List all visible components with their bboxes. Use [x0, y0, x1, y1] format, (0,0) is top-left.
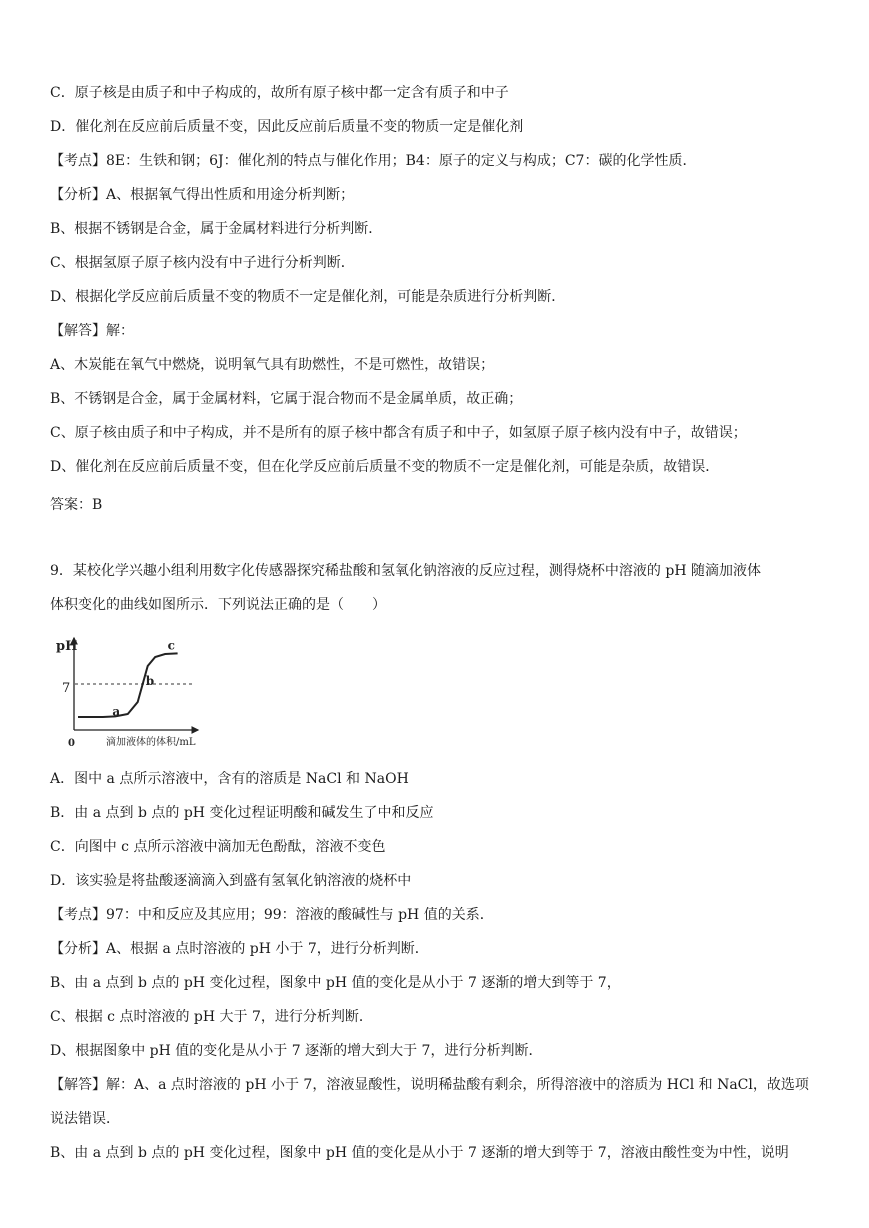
origin-label: 0 [68, 738, 75, 749]
q9-kaodian: 【考点】97：中和反应及其应用；99：溶液的酸碱性与 pH 值的关系． [50, 907, 494, 923]
y-tick-7: 7 [62, 681, 71, 696]
q9-fenxi-1: B、由 a 点到 b 点的 pH 变化过程，图象中 pH 值的变化是从小于 7 逐渐的增大到等于 7， [50, 975, 621, 991]
prev-kaodian: 【考点】8E：生铁和钢；6J：催化剂的特点与催化作用；B4：原子的定义与构成；C7：碳的化学性质． [50, 153, 697, 169]
prev-jieda-0: A、木炭能在氧气中燃烧，说明氧气具有助燃性，不是可燃性，故错误； [50, 357, 495, 373]
prev-jieda-3: D、催化剂在反应前后质量不变，但在化学反应前后质量不变的物质不一定是催化剂，可能是杂质，故错误． [50, 459, 720, 475]
ph-chart-svg [48, 630, 208, 750]
q9-option-b: B．由 a 点到 b 点的 pH 变化过程证明酸和碱发生了中和反应 [50, 805, 434, 821]
q9-option-c: C．向图中 c 点所示溶液中滴加无色酚酞，溶液不变色 [50, 839, 386, 855]
q9-fenxi-0: 【分析】A、根据 a 点时溶液的 pH 小于 7，进行分析判断． [50, 941, 429, 957]
ph-curve-chart [48, 630, 208, 750]
prev-jieda-2: C、原子核由质子和中子构成，并不是所有的原子核中都含有质子和中子，如氢原子原子核内没有中子，故错误； [50, 425, 747, 441]
q9-option-d: D．该实验是将盐酸逐滴滴入到盛有氢氧化钠溶液的烧杯中 [50, 873, 412, 889]
q9-fenxi-3: D、根据图象中 pH 值的变化是从小于 7 逐渐的增大到大于 7，进行分析判断． [50, 1043, 543, 1059]
prev-fenxi-3: D、根据化学反应前后质量不变的物质不一定是催化剂，可能是杂质进行分析判断． [50, 289, 566, 305]
q9-stem-line-1: 9．某校化学兴趣小组利用数字化传感器探究稀盐酸和氢氧化钠溶液的反应过程，测得烧杯中溶液的 pH 随滴加液体 [50, 563, 761, 579]
prev-jieda-title: 【解答】解： [50, 323, 134, 339]
prev-jieda-1: B、不锈钢是合金，属于金属材料，它属于混合物而不是金属单质，故正确； [50, 391, 523, 407]
q9-option-a: A．图中 a 点所示溶液中，含有的溶质是 NaCl 和 NaOH [50, 771, 409, 787]
point-b-label: b [145, 674, 155, 688]
prev-fenxi-1: B、根据不锈钢是合金，属于金属材料进行分析判断． [50, 221, 383, 237]
y-axis-label: pH [56, 639, 78, 654]
q9-fenxi-2: C、根据 c 点时溶液的 pH 大于 7，进行分析判断． [50, 1009, 373, 1025]
prev-option-c: C．原子核是由质子和中子构成的，故所有原子核中都一定含有质子和中子 [50, 85, 509, 101]
q9-jieda-a: 【解答】解：A、a 点时溶液的 pH 小于 7，溶液显酸性，说明稀盐酸有剩余，所得溶液中的溶质为 HCl 和 NaCl，故选项说法错误． [50, 1077, 809, 1127]
ph-curve [78, 653, 178, 717]
prev-answer: 答案：B [50, 497, 103, 513]
point-c-label: c [167, 638, 175, 653]
x-axis-label: 滴加液体的体积/mL [106, 737, 196, 748]
prev-option-d: D．催化剂在反应前后质量不变，因此反应前后质量不变的物质一定是催化剂 [50, 119, 524, 135]
prev-fenxi-0: 【分析】A、根据氧气得出性质和用途分析判断； [50, 187, 355, 203]
q9-stem-line-2: 体积变化的曲线如图所示．下列说法正确的是（ ） [50, 597, 386, 613]
point-a-label: a [112, 704, 121, 719]
prev-fenxi-2: C、根据氢原子原子核内没有中子进行分析判断． [50, 255, 355, 271]
q9-jieda-b: B、由 a 点到 b 点的 pH 变化过程，图象中 pH 值的变化是从小于 7 逐渐的增大到等于 7，溶液由酸性变为中性，说明 [50, 1145, 789, 1161]
